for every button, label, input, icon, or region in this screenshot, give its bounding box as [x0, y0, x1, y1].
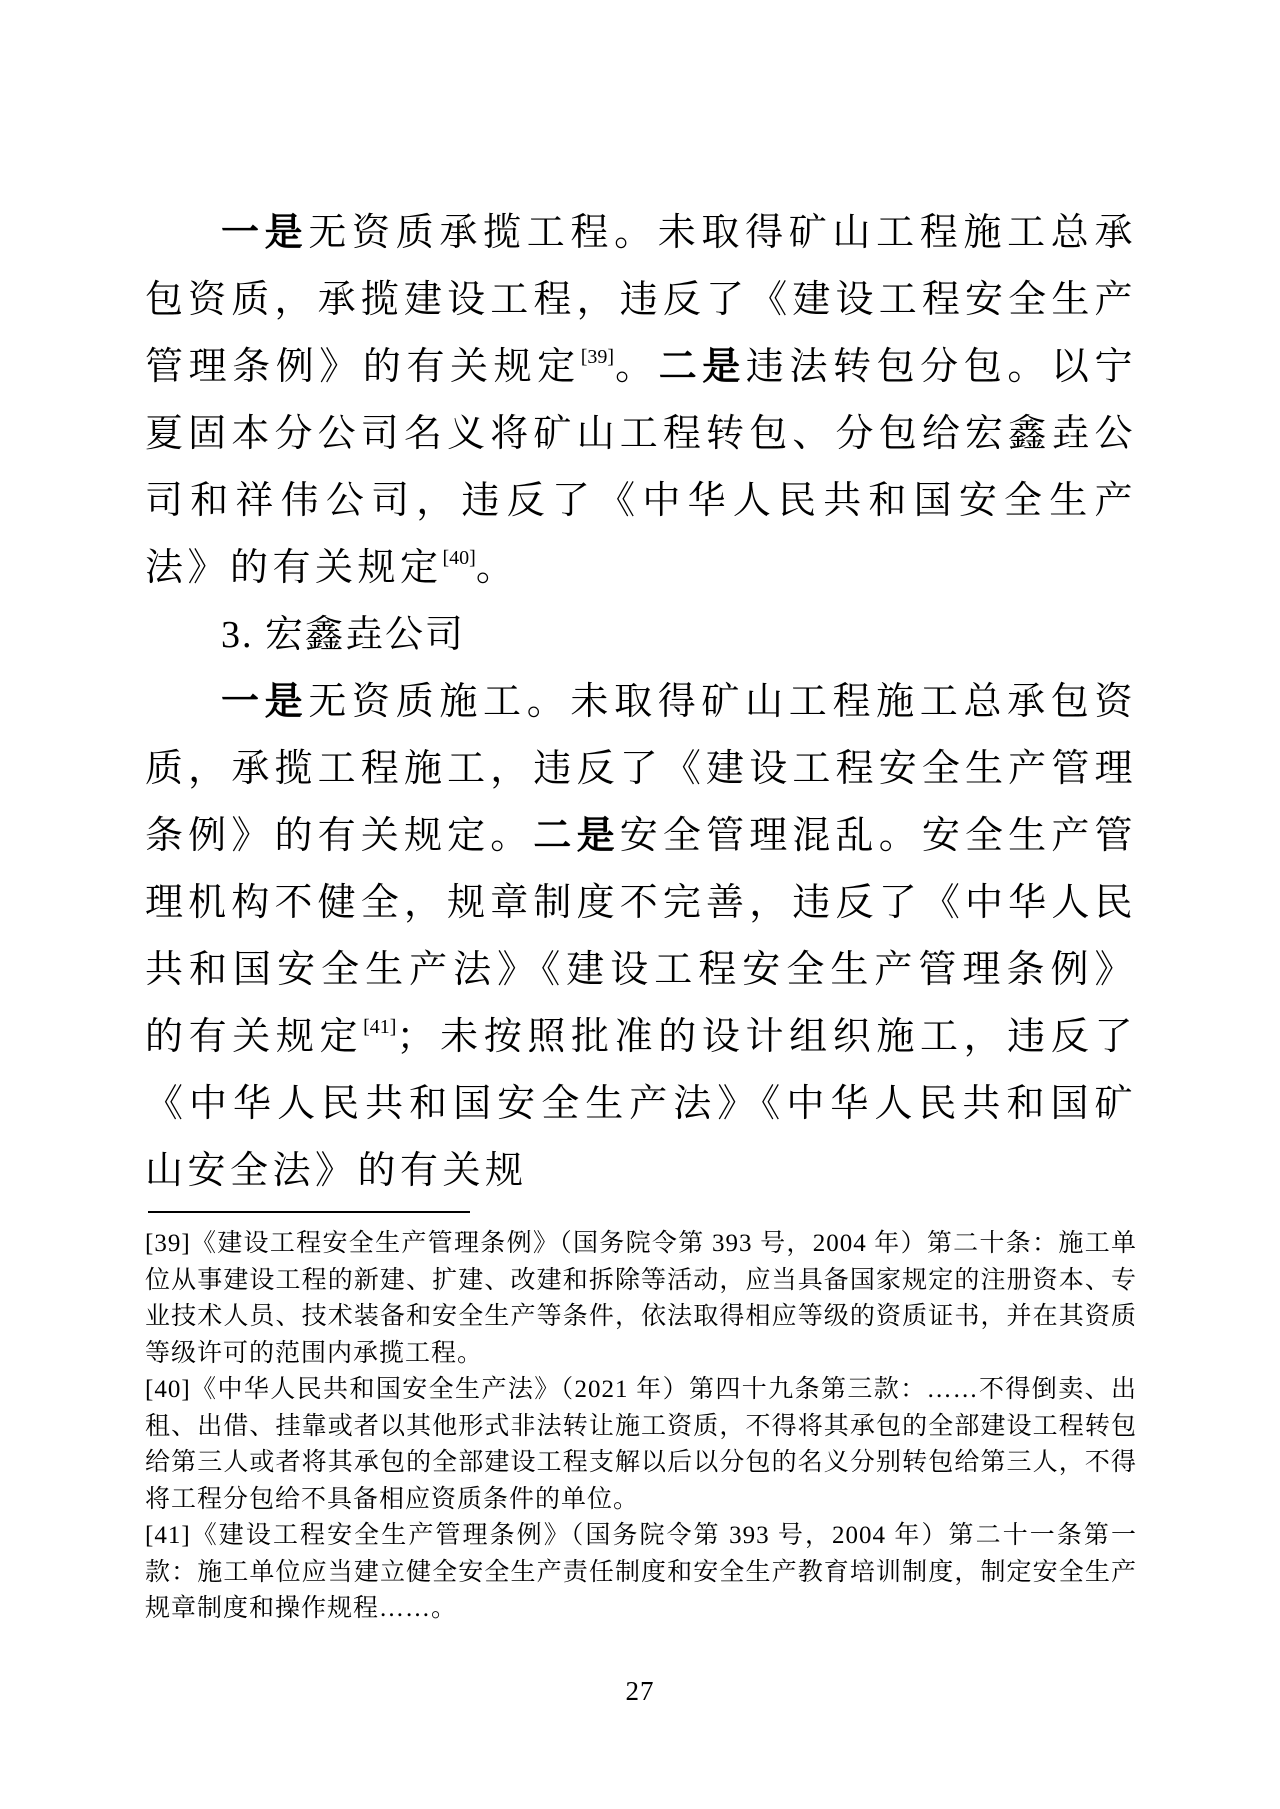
- body-run: 无资质施工。未取得矿山工程施工总承包资质，承揽工程施工，违反了《建设工程安全生产管理条例》的有关规定。: [145, 681, 1137, 857]
- body-text: [145, 200, 1137, 1205]
- footnote-ref-41: [41]: [363, 1016, 397, 1038]
- footnote-41: [41]《建设工程安全生产管理条例》（国务院令第 393 号，2004 年）第二十一条第一款：施工单位应当建立健全安全生产责任制度和安全生产教育培训制度，制定安全生产规章制度和操作规程……。: [145, 1522, 1137, 1622]
- footnote-40: [40]《中华人民共和国安全生产法》（2021 年）第四十九条第三款：……不得倒卖、出租、出借、挂靠或者以其他形式非法转让施工资质，不得将其承包的全部建设工程转包给第三人或者将其承包的全部建设工程支解以后以分包的名义分别转包给第三人，不得将工程分包给不具备相应资质条件的单位。: [145, 1376, 1137, 1513]
- body-run: 无资质承揽工程。未取得矿山工程施工总承包资质，承揽建设工程，违反了《建设工程安全生产管理条例》的有关规定: [145, 212, 1137, 388]
- lead-in-second: 二是: [533, 815, 620, 857]
- paragraph-violations-hongxinyao: [145, 669, 1137, 1205]
- body-run: 违法转包分包。以宁夏固本分公司名义将矿山工程转包、分包给宏鑫垚公司和祥伟公司，违反了《中华人民共和国安全生产法》的有关规定: [145, 346, 1137, 589]
- footnote-ref-39: [39]: [580, 346, 615, 368]
- body-run: ；未按照批准的设计组织施工，违反了《中华人民共和国安全生产法》《中华人民共和国矿山安全法》的有关规: [145, 1016, 1137, 1192]
- body-run: 安全管理混乱。安全生产管理机构不健全，规章制度不完善，违反了《中华人民共和国安全生产法》《建设工程安全生产管理条例》的有关规定: [145, 815, 1137, 1058]
- lead-in-second: 二是: [658, 346, 746, 388]
- section-heading-hongxinyao: 3. 宏鑫垚公司: [221, 614, 466, 656]
- footnotes-section: [145, 1226, 1137, 1628]
- page-number: 27: [625, 1676, 655, 1706]
- paragraph-violations-guben: [145, 200, 1137, 602]
- lead-in-first: 一是: [221, 212, 309, 254]
- body-run: 。: [475, 547, 519, 589]
- footnote-39: [39]《建设工程安全生产管理条例》（国务院令第 393 号，2004 年）第二十条：施工单位从事建设工程的新建、扩建、改建和拆除等活动，应当具备国家规定的注册资本、专业技术人员、技术装备和安全生产等条件，依法取得相应等级的资质证书，并在其资质等级许可的范围内承揽工程。: [145, 1230, 1137, 1367]
- footnote-separator: [148, 1211, 470, 1213]
- footnote-ref-40: [40]: [442, 547, 476, 569]
- body-run: 。: [614, 346, 659, 388]
- lead-in-first: 一是: [221, 681, 309, 723]
